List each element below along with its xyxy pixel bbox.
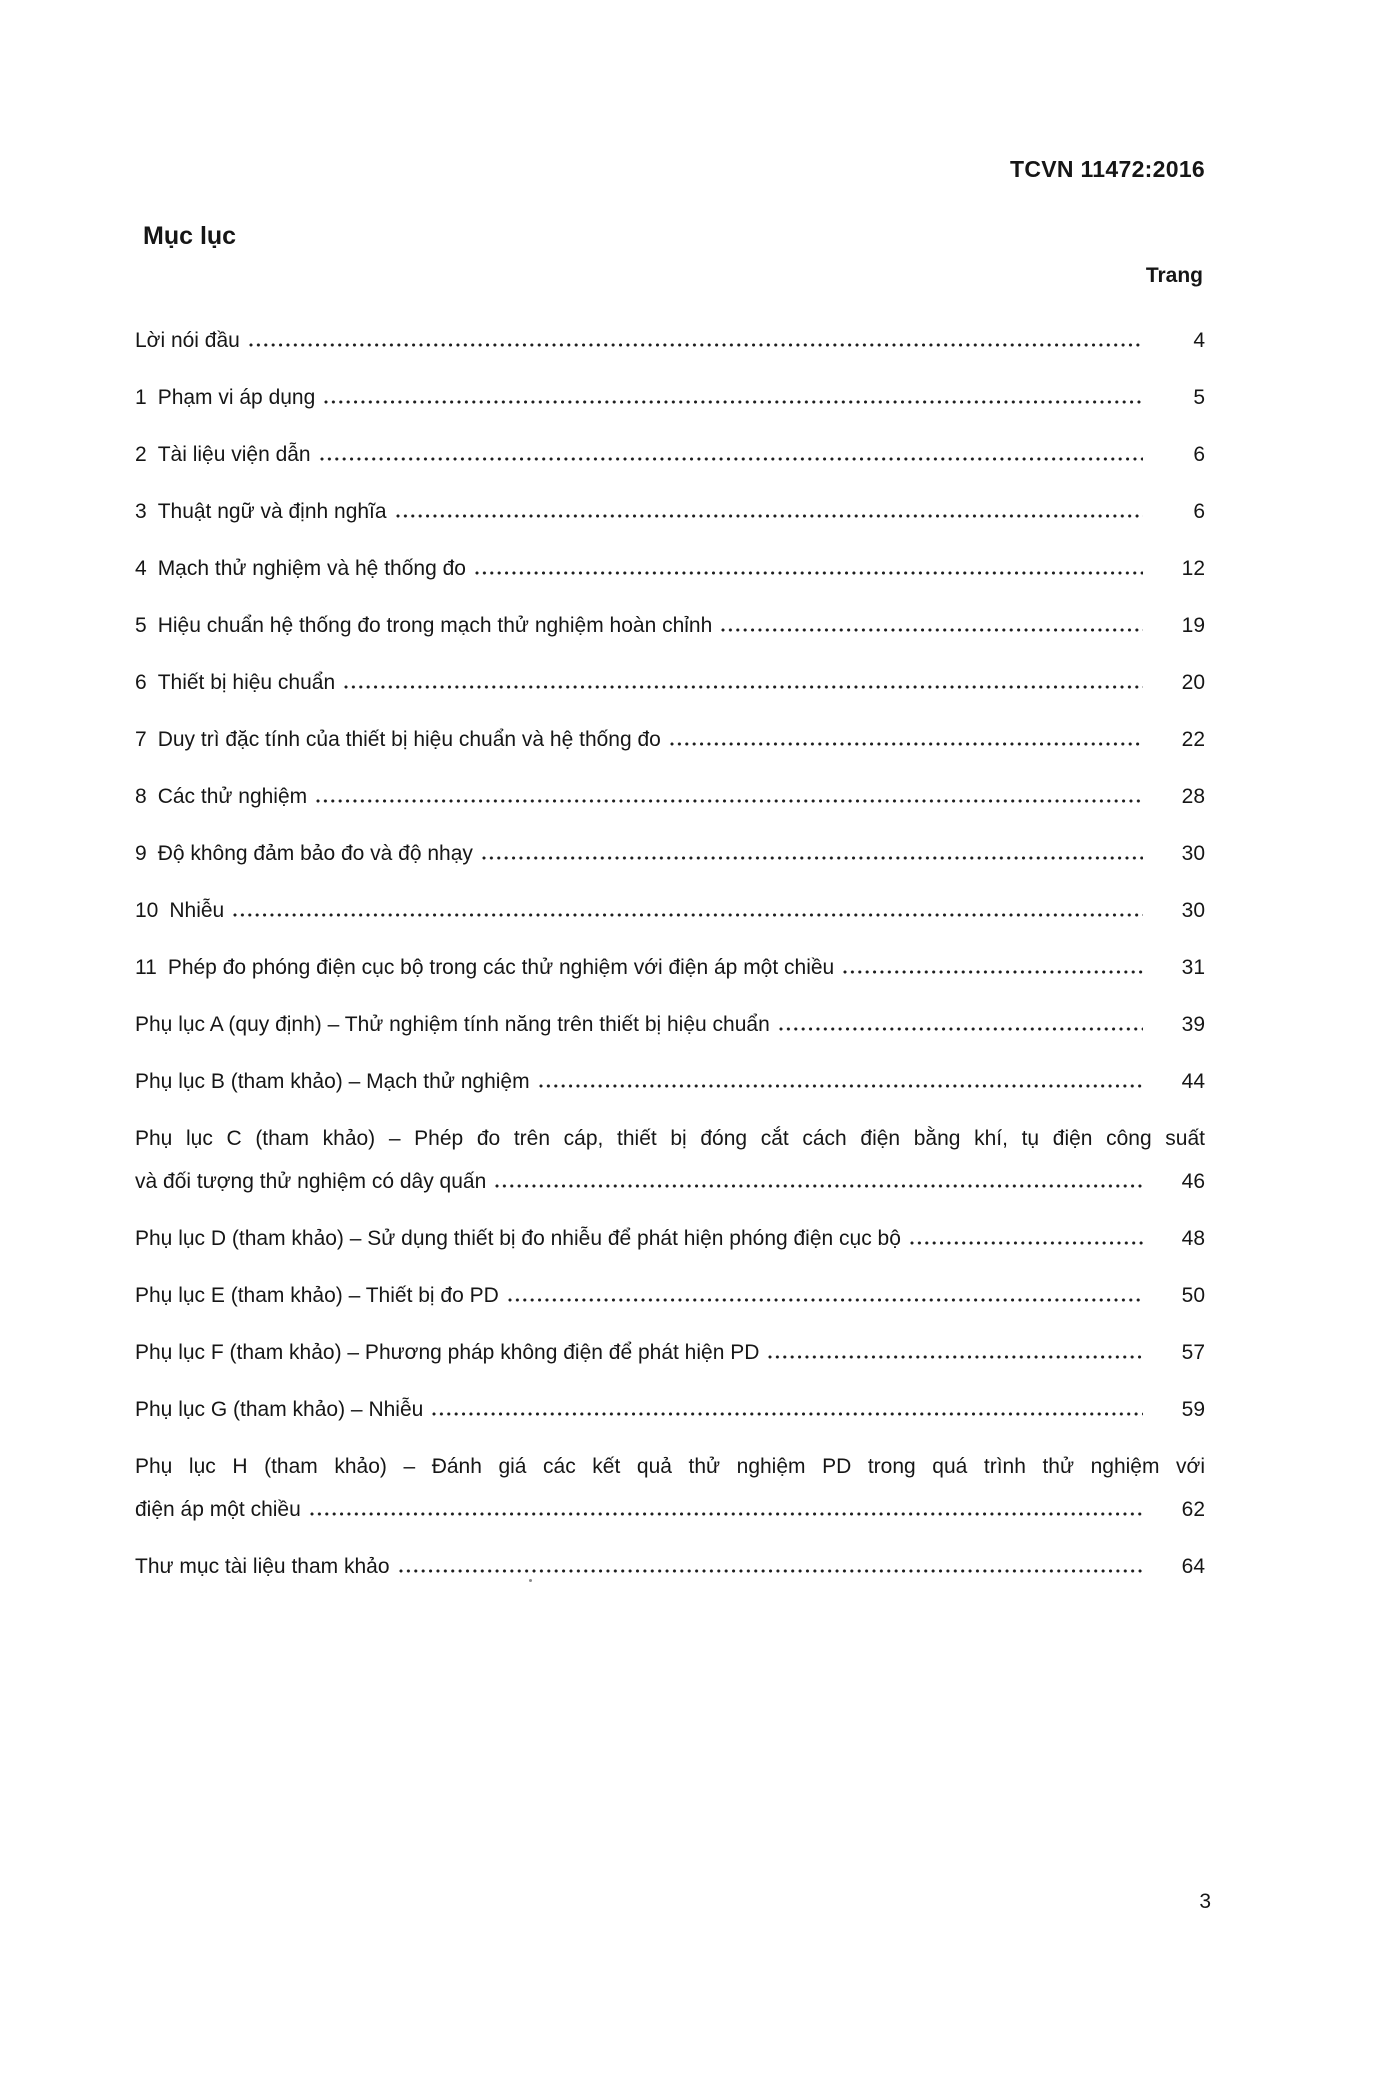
toc-entry-label: Độ không đảm bảo đo và độ nhạy <box>157 842 473 865</box>
toc-entry-label: Nhiễu <box>169 899 225 922</box>
standard-code: TCVN 11472:2016 <box>1009 156 1205 182</box>
toc-entry-number: 1 <box>135 386 147 409</box>
toc-entry-page: 31 <box>1181 956 1205 979</box>
toc-entry-number: 5 <box>135 614 147 637</box>
toc-entry-label: Phép đo phóng điện cục bộ trong các thử nghiệm với điện áp một chiều <box>167 956 835 979</box>
dot-leader <box>910 1240 1143 1246</box>
toc-entry-label: Phụ lục F (tham khảo) – Phương pháp không điện để phát hiện PD <box>135 1341 760 1364</box>
toc-entry-label: Duy trì đặc tính của thiết bị hiệu chuẩn và hệ thống đo <box>157 728 661 751</box>
toc-entry-label: Phụ lục A (quy định) – Thử nghiệm tính năng trên thiết bị hiệu chuẩn <box>135 1013 770 1036</box>
toc-entry <box>135 840 1205 867</box>
scan-artifact-dot <box>529 1579 532 1582</box>
toc-entry <box>135 384 1205 411</box>
toc-entry <box>135 327 1205 354</box>
dot-leader <box>779 1026 1143 1032</box>
toc-entry <box>135 1396 1205 1423</box>
toc-entry-label: Tài liệu viện dẫn <box>157 443 311 466</box>
toc-entry <box>135 441 1205 468</box>
toc-entry-page: 30 <box>1181 842 1205 865</box>
toc-entry-label: Phụ lục E (tham khảo) – Thiết bị đo PD <box>135 1284 499 1307</box>
toc-entry-label: Phụ lục C (tham khảo) – Phép đo trên cáp, thiết bị đóng cắt cách điện bằng khí, tụ điện công suất <box>135 1127 1205 1150</box>
toc-entry-label: Phụ lục H (tham khảo) – Đánh giá các kết quả thử nghiệm PD trong quá trình thử nghiệm với <box>135 1455 1205 1478</box>
toc-entry-page: 6 <box>1193 500 1205 523</box>
toc-entry-page: 39 <box>1181 1013 1205 1036</box>
dot-leader <box>843 969 1143 975</box>
toc-entry <box>135 1125 1205 1195</box>
dot-leader <box>310 1511 1143 1517</box>
toc-entry <box>135 669 1205 696</box>
dot-leader <box>721 627 1143 633</box>
toc-entry-page: 6 <box>1193 443 1205 466</box>
toc-entry-page: 62 <box>1181 1498 1205 1521</box>
toc-entry-label: Phụ lục D (tham khảo) – Sử dụng thiết bị đo nhiễu để phát hiện phóng điện cục bộ <box>135 1227 901 1250</box>
toc-entry-page: 46 <box>1181 1170 1205 1193</box>
toc-entry-page: 59 <box>1181 1398 1205 1421</box>
toc-entry-number: 6 <box>135 671 147 694</box>
toc-entry-label: Hiệu chuẩn hệ thống đo trong mạch thử nghiệm hoàn chỉnh <box>157 614 713 637</box>
toc-entry <box>135 1068 1205 1095</box>
toc-entry-label: Phụ lục B (tham khảo) – Mạch thử nghiệm <box>135 1070 530 1093</box>
toc-entry-page: 57 <box>1181 1341 1205 1364</box>
dot-leader <box>396 513 1143 519</box>
dot-leader <box>670 741 1143 747</box>
toc-entry-page: 28 <box>1181 785 1205 808</box>
toc-entry <box>135 1011 1205 1038</box>
toc-entry <box>135 783 1205 810</box>
dot-leader <box>399 1568 1143 1574</box>
dot-leader <box>316 798 1143 804</box>
toc-entry-page: 30 <box>1181 899 1205 922</box>
toc-entry <box>135 498 1205 525</box>
toc-entry-number: 7 <box>135 728 147 751</box>
dot-leader <box>344 684 1143 690</box>
toc-entry-page: 22 <box>1181 728 1205 751</box>
toc-entry-page: 12 <box>1181 557 1205 580</box>
dot-leader <box>320 456 1143 462</box>
toc-entry <box>135 1282 1205 1309</box>
toc-entry-continuation: điện áp một chiều <box>135 1498 301 1521</box>
toc-entry-label: Phạm vi áp dụng <box>157 386 316 409</box>
toc-entry-number: 10 <box>135 899 159 922</box>
toc-entry-page: 48 <box>1181 1227 1205 1250</box>
toc-entry-label: Thiết bị hiệu chuẩn <box>157 671 336 694</box>
toc-entry-page: 4 <box>1193 329 1205 352</box>
footer-page-number: 3 <box>1199 1890 1211 1913</box>
toc-entry-number: 4 <box>135 557 147 580</box>
dot-leader <box>508 1297 1143 1303</box>
dot-leader <box>233 912 1143 918</box>
dot-leader <box>432 1411 1143 1417</box>
toc-entry-number: 8 <box>135 785 147 808</box>
dot-leader <box>249 342 1143 348</box>
toc-entry-label: Các thử nghiệm <box>157 785 308 808</box>
toc-entry-page: 19 <box>1181 614 1205 637</box>
toc-entry <box>135 555 1205 582</box>
dot-leader <box>768 1354 1143 1360</box>
toc-entry <box>135 612 1205 639</box>
toc-title: Mục lục <box>143 222 237 250</box>
toc-entry-continuation: và đối tượng thử nghiệm có dây quấn <box>135 1170 487 1193</box>
toc-entry-number: 2 <box>135 443 147 466</box>
dot-leader <box>324 399 1143 405</box>
toc-entry-number: 3 <box>135 500 147 523</box>
toc-entry-page: 44 <box>1181 1070 1205 1093</box>
toc-entry-page: 64 <box>1181 1555 1205 1578</box>
toc-entry <box>135 1225 1205 1252</box>
toc-entry-label: Thư mục tài liệu tham khảo <box>135 1555 390 1578</box>
toc-entry-label: Lời nói đầu <box>135 329 240 352</box>
toc-entry <box>135 1553 1205 1580</box>
toc-entry <box>135 1339 1205 1366</box>
toc-entry-page: 20 <box>1181 671 1205 694</box>
toc-entry-number: 9 <box>135 842 147 865</box>
dot-leader <box>475 570 1143 576</box>
toc-entry-label: Phụ lục G (tham khảo) – Nhiễu <box>135 1398 424 1421</box>
dot-leader <box>495 1183 1143 1189</box>
toc-entry-page: 50 <box>1181 1284 1205 1307</box>
toc-list <box>135 327 1205 1610</box>
toc-entry <box>135 726 1205 753</box>
toc-entry-page: 5 <box>1193 386 1205 409</box>
page-column-label: Trang <box>1145 264 1203 287</box>
toc-entry-number: 11 <box>135 956 157 979</box>
toc-entry-label: Thuật ngữ và định nghĩa <box>157 500 387 523</box>
dot-leader <box>539 1083 1143 1089</box>
toc-entry <box>135 897 1205 924</box>
dot-leader <box>482 855 1143 861</box>
toc-entry-label: Mạch thử nghiệm và hệ thống đo <box>157 557 466 580</box>
toc-entry <box>135 954 1205 981</box>
toc-entry <box>135 1453 1205 1523</box>
